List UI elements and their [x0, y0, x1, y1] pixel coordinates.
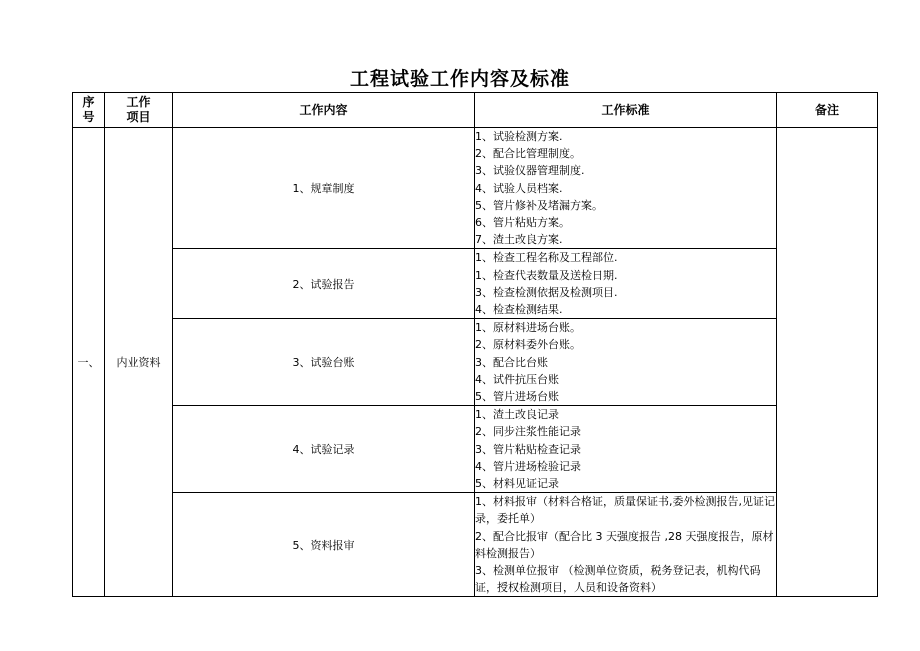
content-cell: 2、试验报告 — [173, 249, 475, 319]
standard-cell — [475, 493, 777, 597]
standard-line: 3、配合比台账 — [475, 355, 548, 369]
standard-line: 2、配合比管理制度。 — [475, 147, 581, 161]
standard-line: 6、管片粘贴方案。 — [475, 216, 570, 230]
header-item — [105, 93, 173, 128]
standard-line: 2、原材料委外台账。 — [475, 338, 581, 352]
header-content: 工作内容 — [173, 93, 475, 128]
standard-cell — [475, 319, 777, 406]
header-item-line2: 项目 — [126, 110, 151, 124]
standard-line: 1、原材料进场台账。 — [475, 321, 581, 335]
standard-line: 2、配合比报审（配合比 3 天强度报告 ,28 天强度报告，原材料检测报告） — [475, 529, 774, 560]
content-cell: 4、试验记录 — [173, 406, 475, 493]
standards-table — [72, 92, 878, 597]
standard-line: 3、检测单位报审 （检测单位资质，税务登记表，机构代码证，授权检测项目，人员和设备资料） — [475, 564, 761, 595]
table-row — [73, 406, 878, 493]
standard-line: 4、检查检测结果. — [475, 303, 563, 317]
header-seq — [73, 93, 105, 128]
content-cell: 1、规章制度 — [173, 128, 475, 249]
standard-line: 4、管片进场检验记录 — [475, 459, 581, 473]
standard-line: 1、材料报审（材料合格证，质量保证书,委外检测报告,见证记录，委托单） — [475, 495, 775, 526]
standard-line: 4、试件抗压台账 — [475, 372, 559, 386]
table-header-row — [73, 93, 878, 128]
header-seq-line1: 序 — [82, 95, 95, 109]
header-remark: 备注 — [777, 93, 878, 128]
section-seq: 一、 — [73, 128, 105, 597]
table-row — [73, 493, 878, 597]
content-cell: 3、试验台账 — [173, 319, 475, 406]
table-row — [73, 319, 878, 406]
standard-line: 5、管片修补及堵漏方案。 — [475, 198, 603, 212]
standard-line: 1、检查代表数量及送检日期. — [475, 268, 618, 282]
standard-line: 1、渣土改良记录 — [475, 408, 559, 422]
section-item: 内业资料 — [105, 128, 173, 597]
standard-line: 1、检查工程名称及工程部位. — [475, 251, 618, 265]
standard-line: 5、材料见证记录 — [475, 477, 559, 491]
content-cell: 5、资料报审 — [173, 493, 475, 597]
header-standard: 工作标准 — [475, 93, 777, 128]
standard-line: 3、试验仪器管理制度. — [475, 164, 585, 178]
standard-line: 2、同步注浆性能记录 — [475, 425, 581, 439]
standard-line: 1、试验检测方案. — [475, 130, 563, 143]
standard-line: 4、试验人员档案. — [475, 181, 563, 195]
section-remark — [777, 128, 878, 597]
standard-line: 3、检查检测依据及检测项目. — [475, 285, 618, 299]
standard-line: 7、渣土改良方案. — [475, 233, 563, 247]
page-title: 工程试验工作内容及标准 — [349, 68, 570, 90]
table-row — [73, 128, 878, 249]
header-item-line1: 工作 — [126, 95, 151, 109]
standard-cell — [475, 249, 777, 319]
standard-cell — [475, 128, 777, 249]
table-row — [73, 249, 878, 319]
standard-cell — [475, 406, 777, 493]
standard-line: 3、管片粘贴检查记录 — [475, 442, 581, 456]
header-seq-line2: 号 — [82, 110, 95, 124]
standard-line: 5、管片进场台账 — [475, 390, 559, 404]
